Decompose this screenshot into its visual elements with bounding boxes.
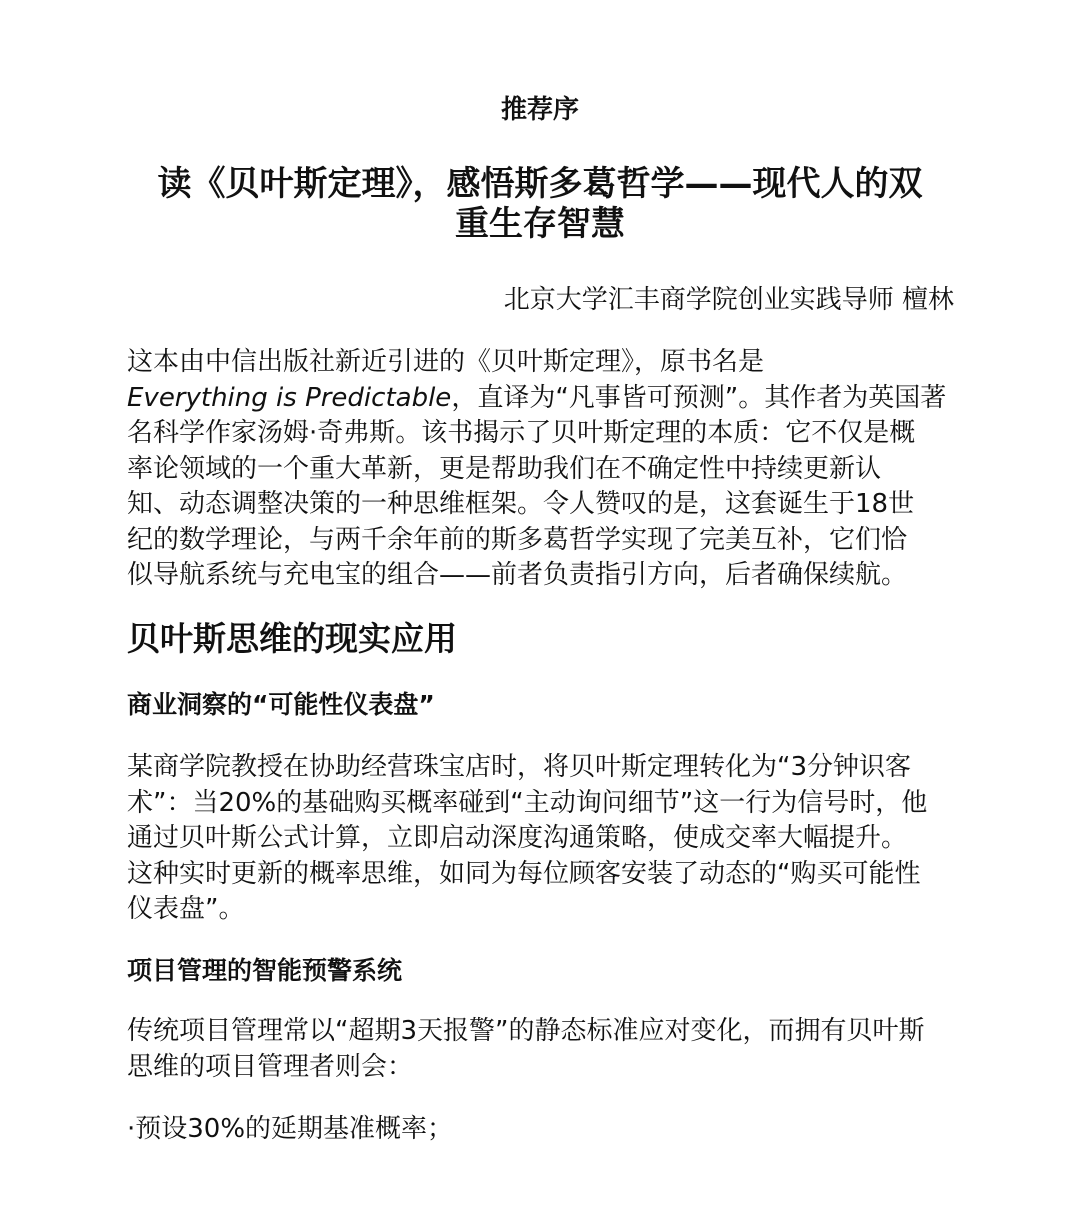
intro-line: 率论领域的一个重大革新，更是帮助我们在不确定性中持续更新认 — [127, 453, 882, 484]
intro-line: 这本由中信出版社新近引进的《贝叶斯定理》，原书名是 — [127, 347, 765, 377]
intro-line: 名科学作家汤姆·奇弗斯。该书揭示了贝叶斯定理的本质：它不仅是概 — [127, 418, 916, 448]
subsection-heading-project: 项目管理的智能预警系统 — [127, 956, 403, 985]
business-line: 这种实时更新的概率思维，如同为每位顾客安装了动态的“购买可能性 — [127, 858, 921, 889]
business-line: 术”：当20%的基础购买概率碰到“主动询问细节”这一行为信号时，他 — [127, 787, 928, 818]
project-paragraph — [127, 1014, 957, 1085]
title-line-2: 重生存智慧 — [455, 204, 625, 244]
author-byline: 北京大学汇丰商学院创业实践导师 檀林 — [503, 285, 954, 315]
page-title — [120, 164, 960, 244]
intro-line-rest: ，直译为“凡事皆可预测”。其作者为英国著 — [451, 382, 947, 413]
business-paragraph — [127, 750, 957, 928]
business-line: 某商学院教授在协助经营珠宝店时，将贝叶斯定理转化为“3分钟识客 — [127, 752, 912, 782]
project-line: 思维的项目管理者则会： — [127, 1051, 414, 1082]
bullet-line: ·预设30%的延期基准概率； — [127, 1114, 454, 1144]
intro-paragraph — [127, 345, 957, 594]
intro-line: 纪的数学理论，与两千余年前的斯多葛哲学实现了完美互补，它们恰 — [127, 524, 908, 555]
intro-line: 知、动态调整决策的一种思维框架。令人赞叹的是，这套诞生于18世 — [127, 489, 915, 519]
preface-label: 推荐序 — [500, 95, 579, 125]
title-line-1: 读《贝叶斯定理》，感悟斯多葛哲学——现代人的双 — [157, 164, 923, 204]
section-heading: 贝叶斯思维的现实应用 — [127, 619, 457, 658]
bullet-item — [127, 1112, 957, 1148]
project-line: 传统项目管理常以“超期3天报警”的静态标准应对变化，而拥有贝叶斯 — [127, 1016, 925, 1046]
original-title-italic: Everything is Predictable — [127, 382, 452, 413]
business-line: 仪表盘”。 — [127, 894, 245, 924]
intro-line — [127, 381, 957, 417]
intro-line: 似导航系统与充电宝的组合——前者负责指引方向，后者确保续航。 — [127, 560, 908, 590]
subsection-heading-business: 商业洞察的“可能性仪表盘” — [127, 690, 435, 719]
business-line: 通过贝叶斯公式计算，立即启动深度沟通策略，使成交率大幅提升。 — [127, 823, 908, 853]
